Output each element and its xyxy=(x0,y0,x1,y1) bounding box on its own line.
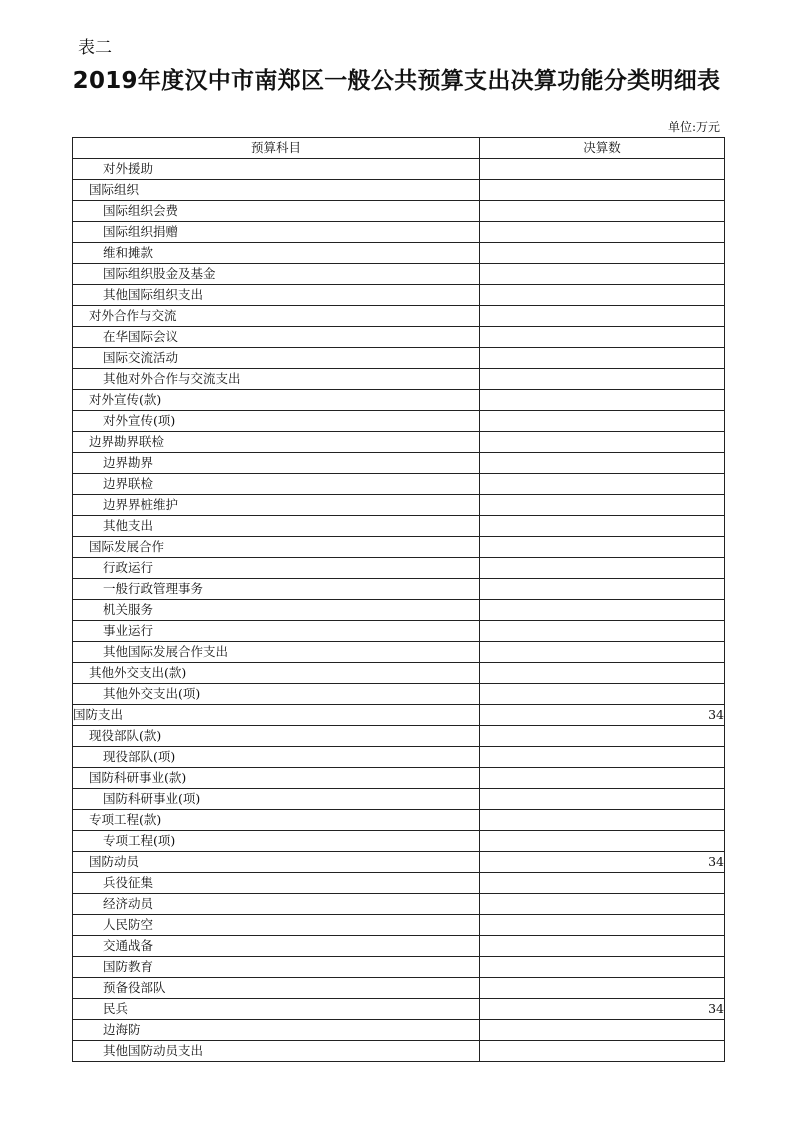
final-amount-cell xyxy=(480,600,725,621)
table-row xyxy=(73,852,725,873)
budget-subject-cell: 国际发展合作 xyxy=(73,537,480,558)
budget-subject-cell: 国际组织捐赠 xyxy=(73,222,480,243)
table-row xyxy=(73,369,725,390)
table-row xyxy=(73,201,725,222)
table-row xyxy=(73,1020,725,1041)
table-row xyxy=(73,432,725,453)
final-amount-cell xyxy=(480,663,725,684)
table-row xyxy=(73,264,725,285)
table-header-row xyxy=(73,138,725,159)
budget-subject-cell: 专项工程(款) xyxy=(73,810,480,831)
final-amount-cell xyxy=(480,684,725,705)
table-row xyxy=(73,873,725,894)
table-body xyxy=(73,159,725,1062)
final-amount-cell xyxy=(480,537,725,558)
final-amount-cell xyxy=(480,978,725,999)
table-row xyxy=(73,495,725,516)
budget-subject-cell: 机关服务 xyxy=(73,600,480,621)
final-amount-cell xyxy=(480,411,725,432)
final-amount-cell xyxy=(480,369,725,390)
budget-subject-cell: 兵役征集 xyxy=(73,873,480,894)
budget-subject-cell: 一般行政管理事务 xyxy=(73,579,480,600)
final-amount-cell xyxy=(480,579,725,600)
final-amount-cell xyxy=(480,201,725,222)
budget-subject-cell: 国际组织会费 xyxy=(73,201,480,222)
table-row xyxy=(73,999,725,1020)
final-amount-cell xyxy=(480,915,725,936)
budget-subject-cell: 边海防 xyxy=(73,1020,480,1041)
budget-subject-cell: 国际组织股金及基金 xyxy=(73,264,480,285)
table-row xyxy=(73,348,725,369)
budget-subject-cell: 行政运行 xyxy=(73,558,480,579)
final-amount-cell: 34 xyxy=(480,705,725,726)
final-amount-cell xyxy=(480,558,725,579)
table-row xyxy=(73,789,725,810)
document-title: 2019年度汉中市南郑区一般公共预算支出决算功能分类明细表 xyxy=(72,68,721,94)
table-row xyxy=(73,306,725,327)
table-row xyxy=(73,243,725,264)
table-row xyxy=(73,558,725,579)
budget-subject-cell: 在华国际会议 xyxy=(73,327,480,348)
budget-subject-cell: 其他支出 xyxy=(73,516,480,537)
final-amount-cell: 34 xyxy=(480,999,725,1020)
final-amount-cell xyxy=(480,957,725,978)
budget-subject-cell: 其他国防动员支出 xyxy=(73,1041,480,1062)
table-row xyxy=(73,747,725,768)
final-amount-cell xyxy=(480,1020,725,1041)
final-amount-cell xyxy=(480,306,725,327)
budget-subject-cell: 其他外交支出(款) xyxy=(73,663,480,684)
table-row xyxy=(73,579,725,600)
budget-subject-cell: 民兵 xyxy=(73,999,480,1020)
table-row xyxy=(73,600,725,621)
budget-table xyxy=(72,137,725,1062)
budget-subject-cell: 事业运行 xyxy=(73,621,480,642)
table-row xyxy=(73,915,725,936)
table-row xyxy=(73,222,725,243)
final-amount-cell xyxy=(480,810,725,831)
final-amount-cell xyxy=(480,474,725,495)
table-row xyxy=(73,810,725,831)
final-amount-cell xyxy=(480,264,725,285)
budget-subject-cell: 对外援助 xyxy=(73,159,480,180)
budget-subject-cell: 现役部队(项) xyxy=(73,747,480,768)
budget-subject-cell: 国防科研事业(款) xyxy=(73,768,480,789)
final-amount-cell xyxy=(480,621,725,642)
final-amount-cell xyxy=(480,726,725,747)
budget-subject-cell: 人民防空 xyxy=(73,915,480,936)
final-amount-cell xyxy=(480,1041,725,1062)
final-amount-cell xyxy=(480,285,725,306)
table-row xyxy=(73,957,725,978)
budget-subject-cell: 维和摊款 xyxy=(73,243,480,264)
final-amount-cell xyxy=(480,873,725,894)
final-amount-cell xyxy=(480,243,725,264)
budget-subject-cell: 对外合作与交流 xyxy=(73,306,480,327)
final-amount-cell xyxy=(480,495,725,516)
final-amount-cell xyxy=(480,747,725,768)
budget-subject-cell: 交通战备 xyxy=(73,936,480,957)
budget-subject-cell: 边界界桩维护 xyxy=(73,495,480,516)
budget-subject-cell: 经济动员 xyxy=(73,894,480,915)
budget-subject-cell: 预备役部队 xyxy=(73,978,480,999)
table-row xyxy=(73,159,725,180)
budget-subject-cell: 其他对外合作与交流支出 xyxy=(73,369,480,390)
final-amount-cell xyxy=(480,894,725,915)
final-amount-cell xyxy=(480,516,725,537)
budget-subject-cell: 其他国际组织支出 xyxy=(73,285,480,306)
table-row xyxy=(73,537,725,558)
budget-subject-cell: 国防支出 xyxy=(73,705,480,726)
budget-subject-cell: 国防科研事业(项) xyxy=(73,789,480,810)
table-label: 表二 xyxy=(78,38,112,58)
budget-subject-cell: 对外宣传(款) xyxy=(73,390,480,411)
budget-subject-cell: 边界勘界 xyxy=(73,453,480,474)
table-row xyxy=(73,705,725,726)
table-row xyxy=(73,621,725,642)
table-row xyxy=(73,453,725,474)
budget-subject-cell: 边界勘界联检 xyxy=(73,432,480,453)
table-row xyxy=(73,327,725,348)
budget-subject-cell: 国防动员 xyxy=(73,852,480,873)
table-row xyxy=(73,663,725,684)
table-row xyxy=(73,180,725,201)
final-amount-cell xyxy=(480,222,725,243)
table-row xyxy=(73,894,725,915)
header-final-amount: 决算数 xyxy=(480,138,725,159)
table-row xyxy=(73,978,725,999)
budget-subject-cell: 现役部队(款) xyxy=(73,726,480,747)
final-amount-cell xyxy=(480,936,725,957)
table-row xyxy=(73,411,725,432)
table-row xyxy=(73,726,725,747)
table-row xyxy=(73,642,725,663)
table-row xyxy=(73,1041,725,1062)
table-row xyxy=(73,474,725,495)
budget-subject-cell: 边界联检 xyxy=(73,474,480,495)
final-amount-cell xyxy=(480,348,725,369)
final-amount-cell xyxy=(480,831,725,852)
final-amount-cell xyxy=(480,789,725,810)
table-row xyxy=(73,936,725,957)
table-row xyxy=(73,516,725,537)
final-amount-cell xyxy=(480,159,725,180)
final-amount-cell xyxy=(480,768,725,789)
table-row xyxy=(73,831,725,852)
unit-label: 单位:万元 xyxy=(667,120,720,134)
budget-subject-cell: 对外宣传(项) xyxy=(73,411,480,432)
table-row xyxy=(73,768,725,789)
budget-subject-cell: 国际交流活动 xyxy=(73,348,480,369)
budget-subject-cell: 国际组织 xyxy=(73,180,480,201)
final-amount-cell xyxy=(480,327,725,348)
budget-subject-cell: 其他国际发展合作支出 xyxy=(73,642,480,663)
final-amount-cell: 34 xyxy=(480,852,725,873)
final-amount-cell xyxy=(480,390,725,411)
final-amount-cell xyxy=(480,642,725,663)
table-row xyxy=(73,390,725,411)
budget-subject-cell: 专项工程(项) xyxy=(73,831,480,852)
final-amount-cell xyxy=(480,453,725,474)
table-row xyxy=(73,285,725,306)
final-amount-cell xyxy=(480,180,725,201)
budget-subject-cell: 其他外交支出(项) xyxy=(73,684,480,705)
header-budget-subject: 预算科目 xyxy=(73,138,480,159)
table-row xyxy=(73,684,725,705)
final-amount-cell xyxy=(480,432,725,453)
budget-subject-cell: 国防教育 xyxy=(73,957,480,978)
